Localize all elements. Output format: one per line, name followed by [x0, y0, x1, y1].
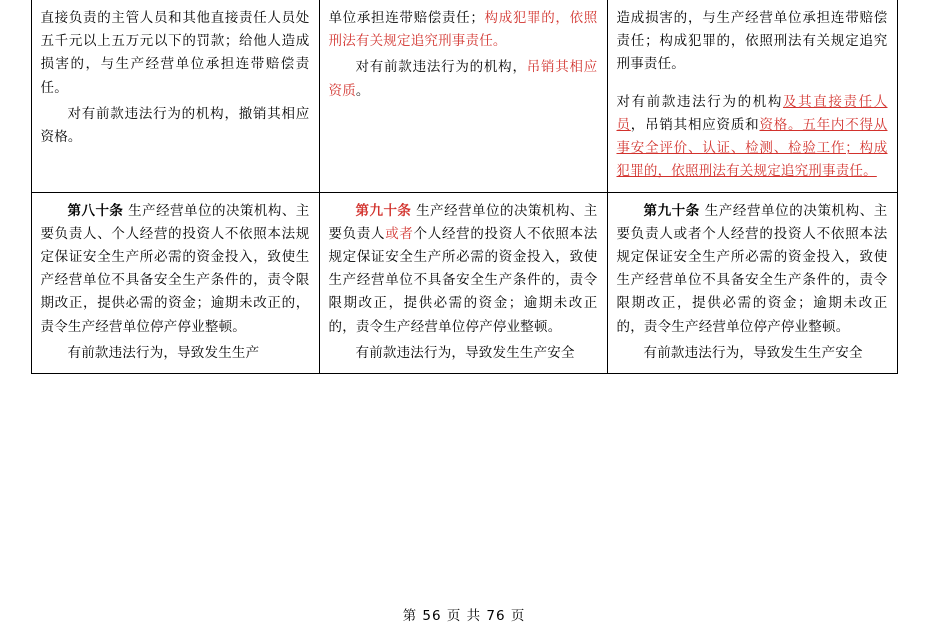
- paragraph: 对有前款违法行为的机构，吊销其相应资质。: [328, 59, 598, 99]
- paragraph: 有前款违法行为，导致发生生产安全: [355, 344, 575, 361]
- paragraph: 第九十条 生产经营单位的决策机构、主要负责人或者个人经营的投资人不依照本法规定保证安全生产所必需的资金投入，致使生产经营单位不具备安全生产条件的，责令限期改正，提供必需的资金；逾期未改正的，责令生产经营单位停产停业整顿。: [616, 202, 888, 335]
- paragraph: 第八十条 生产经营单位的决策机构、主要负责人、个人经营的投资人不依照本法规定保证安全生产所必需的资金投入，致使生产经营单位不具备安全生产条件的，责令限期改正，提供必需的资金；逾期未改正的，责令生产经营单位停产停业整顿。: [40, 202, 310, 335]
- paragraph: 单位承担连带赔偿责任；构成犯罪的，依照刑法有关规定追究刑事责任。: [328, 10, 598, 50]
- paragraph: 直接负责的主管人员和其他直接责任人员处五千元以上五万元以下的罚款；给他人造成损害的，与生产经营单位承担连带赔偿责任。: [40, 10, 310, 96]
- article-label: 第八十条: [67, 202, 124, 219]
- revision-text: 吊销其相应资质: [328, 59, 598, 99]
- paragraph: 对有前款违法行为的机构及其直接责任人员，吊销其相应资质和资格。五年内不得从事安全评价、认证、检测、检验工作；构成犯罪的，依照刑法有关规定追究刑事责任。: [616, 93, 888, 180]
- paragraph: 有前款违法行为，导致发生生产: [67, 344, 260, 361]
- paragraph: 有前款违法行为，导致发生生产安全: [643, 344, 863, 361]
- table-row: [31, 0, 897, 192]
- paragraph: 第九十条 生产经营单位的决策机构、主要负责人或者个人经营的投资人不依照本法规定保证安全生产所必需的资金投入，致使生产经营单位不具备安全生产条件的，责令限期改正，提供必需的资金；逾期未改正的，责令生产经营单位停产停业整顿。: [328, 202, 598, 335]
- paragraph: 对有前款违法行为的机构，撤销其相应资格。: [40, 105, 310, 146]
- cell-r1-c3: [607, 0, 897, 192]
- table-body: [31, 0, 897, 374]
- cell-r2-c2: [319, 192, 607, 374]
- revision-text: 及其直接责任人员: [616, 93, 888, 133]
- cell-r2-c3: [607, 192, 897, 374]
- revision-text: 构成犯罪的，依照刑法有关规定追究刑事责任。: [328, 10, 598, 50]
- paragraph: 造成损害的，与生产经营单位承担连带赔偿责任；构成犯罪的，依照刑法有关规定追究刑事责任。: [616, 10, 888, 73]
- revision-text: 资格。五年内不得从事安全评价、认证、检测、检验工作；构成犯罪的，依照刑法有关规定追究刑事责任。: [616, 116, 888, 180]
- article-label: 第九十条: [643, 202, 700, 219]
- cell-r1-c1: [31, 0, 319, 192]
- table-row: [31, 192, 897, 374]
- page-footer: 第 56 页 共 76 页: [402, 608, 526, 624]
- comparison-table: [31, 0, 898, 374]
- article-label: 第九十条: [355, 202, 412, 219]
- cell-r2-c1: [31, 192, 319, 374]
- cell-r1-c2: [319, 0, 607, 192]
- revision-text: 或者: [385, 225, 414, 242]
